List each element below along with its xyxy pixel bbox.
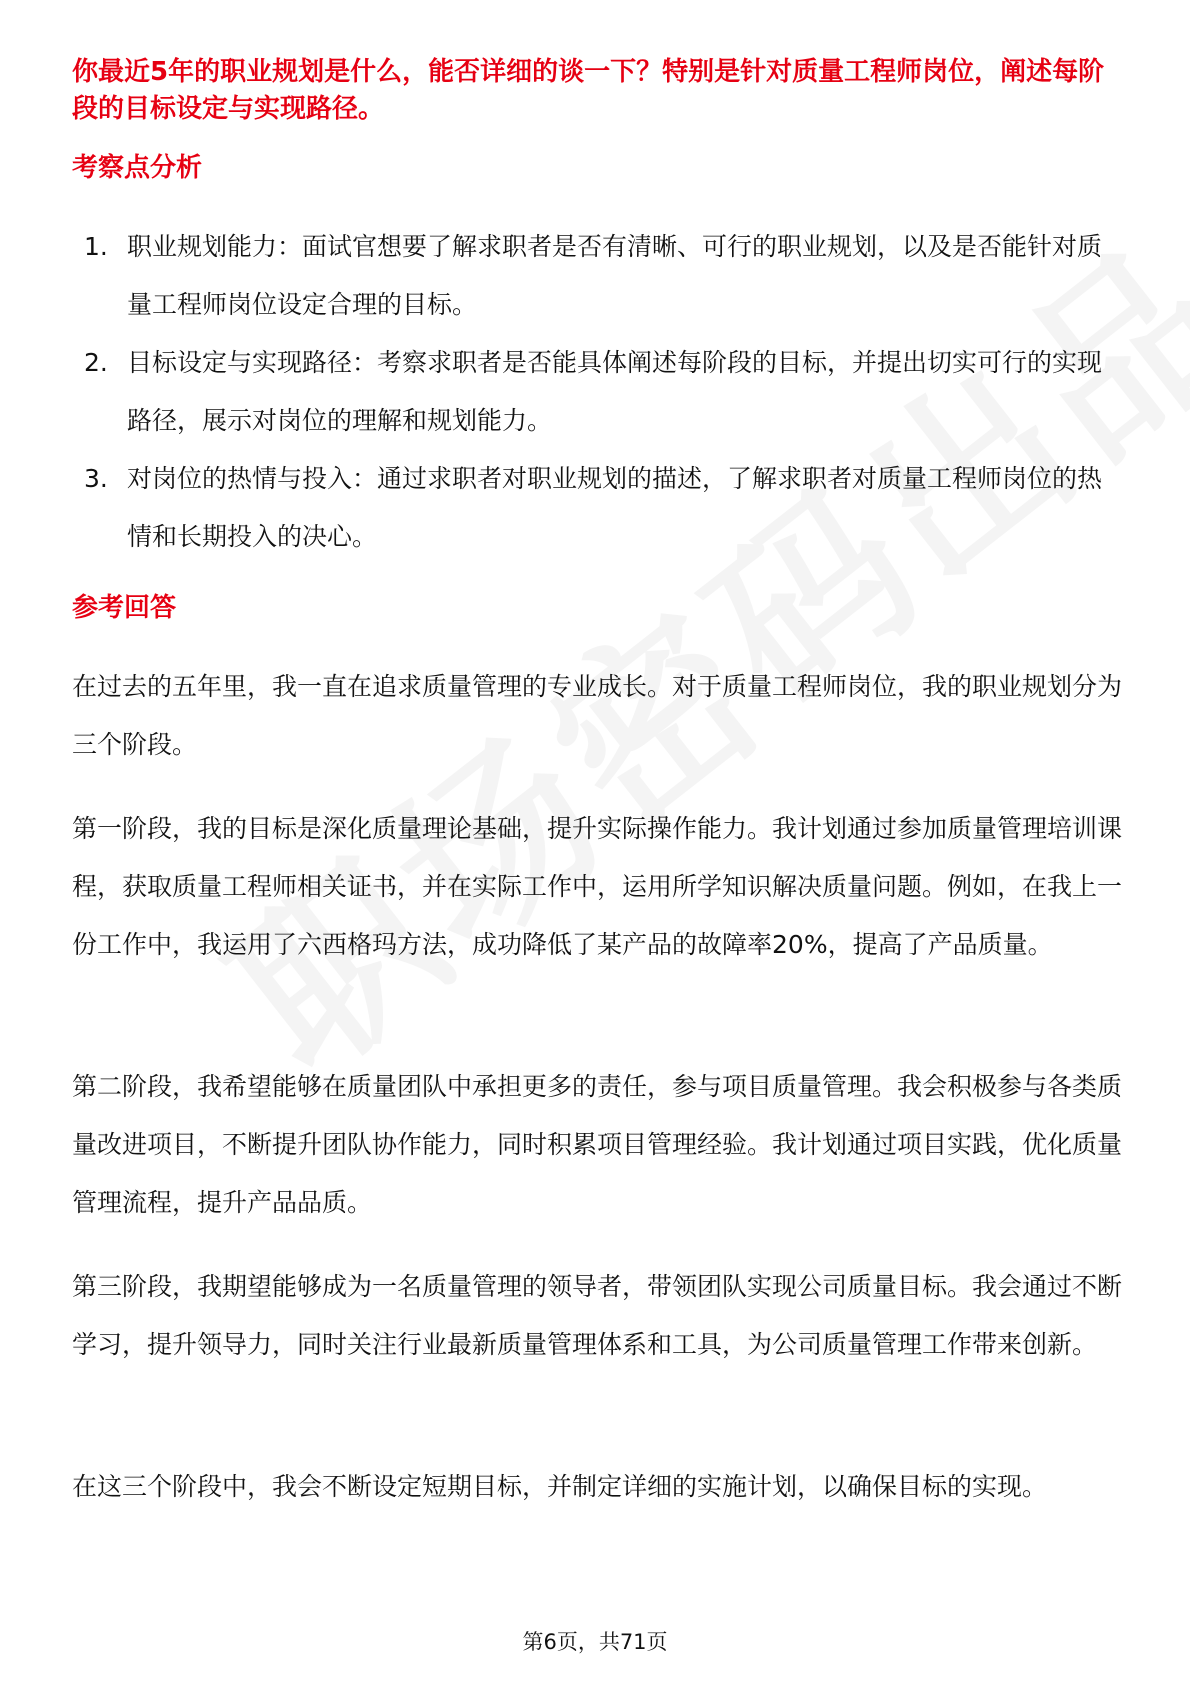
page-number-footer: 第6页，共71页 bbox=[522, 1630, 668, 1654]
list-item-text: 对岗位的热情与投入：通过求职者对职业规划的描述，了解求职者对质量工程师岗位的热情和长期投入的决心。 bbox=[127, 464, 1103, 551]
list-item-text: 职业规划能力：面试官想要了解求职者是否有清晰、可行的职业规划，以及是否能针对质量工程师岗位设定合理的目标。 bbox=[127, 232, 1103, 319]
answer-paragraph: 第一阶段，我的目标是深化质量理论基础，提升实际操作能力。我计划通过参加质量管理培训课程，获取质量工程师相关证书，并在实际工作中，运用所学知识解决质量问题。例如，在我上一份工作中，我运用了六西格玛方法，成功降低了某产品的故障率20%，提高了产品质量。 bbox=[72, 814, 1123, 959]
question-heading: 你最近5年的职业规划是什么，能否详细的谈一下？特别是针对质量工程师岗位，阐述每阶段的目标设定与实现路径。 bbox=[72, 57, 1105, 124]
answer-paragraph: 在这三个阶段中，我会不断设定短期目标，并制定详细的实施计划，以确保目标的实现。 bbox=[72, 1472, 1048, 1501]
list-item bbox=[72, 218, 1122, 334]
analysis-list bbox=[72, 218, 1122, 566]
analysis-section-title: 考察点分析 bbox=[72, 153, 203, 183]
answer-paragraph: 第二阶段，我希望能够在质量团队中承担更多的责任，参与项目质量管理。我会积极参与各类质量改进项目，不断提升团队协作能力，同时积累项目管理经验。我计划通过项目实践，优化质量管理流程，提升产品品质。 bbox=[72, 1072, 1123, 1217]
list-item-text: 目标设定与实现路径：考察求职者是否能具体阐述每阶段的目标，并提出切实可行的实现路径，展示对岗位的理解和规划能力。 bbox=[127, 348, 1103, 435]
answer-paragraph: 第三阶段，我期望能够成为一名质量管理的领导者，带领团队实现公司质量目标。我会通过不断学习，提升领导力，同时关注行业最新质量管理体系和工具，为公司质量管理工作带来创新。 bbox=[72, 1272, 1123, 1359]
list-item-number: 3. bbox=[84, 464, 108, 493]
list-item bbox=[72, 334, 1122, 450]
list-item bbox=[72, 450, 1122, 566]
answer-paragraph: 在过去的五年里，我一直在追求质量管理的专业成长。对于质量工程师岗位，我的职业规划分为三个阶段。 bbox=[72, 672, 1123, 759]
list-item-number: 2. bbox=[84, 348, 108, 377]
answer-section-title: 参考回答 bbox=[72, 593, 177, 623]
list-item-number: 1. bbox=[84, 232, 108, 261]
